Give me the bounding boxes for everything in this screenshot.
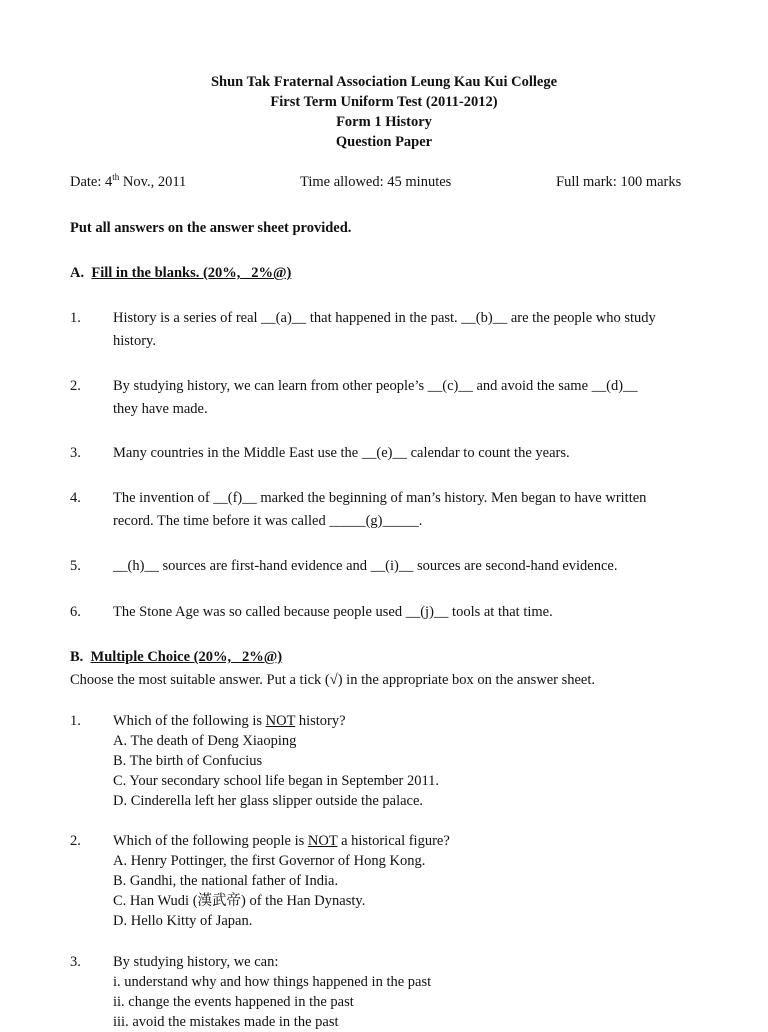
question-text-line: The Stone Age was so called because people used __(j)__ tools at that time. — [113, 604, 553, 620]
section-b-instruction: Choose the most suitable answer. Put a tick (√) in the appropriate box on the answer sheet. — [70, 672, 596, 688]
question-number: 6. — [70, 604, 81, 620]
question-number: 1. — [70, 310, 81, 326]
answer-option: A. The death of Deng Xiaoping — [113, 733, 297, 749]
answer-option: i. understand why and how things happened in the past — [113, 974, 432, 990]
date-superscript: th — [112, 172, 120, 183]
answer-option: C. Han Wudi (漢武帝) of the Han Dynasty. — [113, 893, 366, 909]
subject-title: Form 1 History — [336, 114, 432, 130]
answer-option: ii. change the events happened in the past — [113, 994, 354, 1010]
full-mark: Full mark: 100 marks — [556, 174, 682, 190]
question-number: 2. — [70, 833, 81, 849]
question-number: 5. — [70, 558, 81, 574]
stem-emphasis: NOT — [307, 833, 338, 849]
answer-option: D. Cinderella left her glass slipper outside the palace. — [113, 793, 424, 809]
answer-option: D. Hello Kitty of Japan. — [113, 913, 253, 929]
date-suffix: Nov., 2011 — [119, 174, 187, 190]
test-title: First Term Uniform Test (2011-2012) — [270, 94, 498, 110]
answer-option: B. Gandhi, the national father of India. — [113, 873, 339, 889]
stem-text: Which of the following is — [113, 713, 266, 729]
question-number: 3. — [70, 445, 81, 461]
school-name: Shun Tak Fraternal Association Leung Kau Kui College — [210, 74, 558, 90]
question-number: 2. — [70, 378, 81, 394]
question-text-line: History is a series of real __(a)__ that happened in the past. __(b)__ are the people who study — [113, 310, 656, 326]
section-a-heading — [70, 263, 291, 283]
question-stem: By studying history, we can: — [113, 954, 279, 970]
question-number: 3. — [70, 954, 81, 970]
date-prefix: Date: 4 — [70, 174, 113, 190]
answer-option: B. The birth of Confucius — [113, 753, 263, 769]
question-text-line: Many countries in the Middle East use the __(e)__ calendar to count the years. — [113, 445, 570, 461]
paper-title: Question Paper — [335, 134, 433, 150]
stem-text: Which of the following people is — [113, 833, 308, 849]
question-text-line: history. — [113, 333, 156, 349]
question-stem — [113, 711, 346, 731]
general-instruction: Put all answers on the answer sheet provided. — [70, 220, 352, 236]
question-stem — [113, 831, 450, 851]
section-b-letter: B. — [70, 649, 84, 665]
answer-option: iii. avoid the mistakes made in the past — [113, 1014, 339, 1030]
question-text-line: The invention of __(f)__ marked the beginning of man’s history. Men began to have written — [113, 490, 647, 506]
section-b-heading — [70, 647, 282, 667]
section-a-letter: A. — [70, 265, 85, 281]
answer-option: C. Your secondary school life began in September 2011. — [113, 773, 440, 789]
question-number: 1. — [70, 713, 81, 729]
time-allowed: Time allowed: 45 minutes — [300, 174, 452, 190]
question-text-line: __(h)__ sources are first-hand evidence and __(i)__ sources are second-hand evidence. — [113, 558, 618, 574]
section-b-title: Multiple Choice (20%, 2%@) — [90, 649, 283, 665]
question-text-line: By studying history, we can learn from other people’s __(c)__ and avoid the same __(d)__ — [113, 378, 638, 394]
section-a-title: Fill in the blanks. (20%, _2%@) — [91, 265, 292, 281]
answer-option: A. Henry Pottinger, the first Governor of Hong Kong. — [113, 853, 426, 869]
question-text-line: they have made. — [113, 401, 208, 417]
stem-text: history? — [295, 713, 346, 729]
question-text-line: record. The time before it was called _____(g)_____. — [113, 513, 423, 529]
date-info — [70, 172, 186, 192]
stem-text: a historical figure? — [337, 833, 450, 849]
question-number: 4. — [70, 490, 81, 506]
stem-emphasis: NOT — [265, 713, 296, 729]
